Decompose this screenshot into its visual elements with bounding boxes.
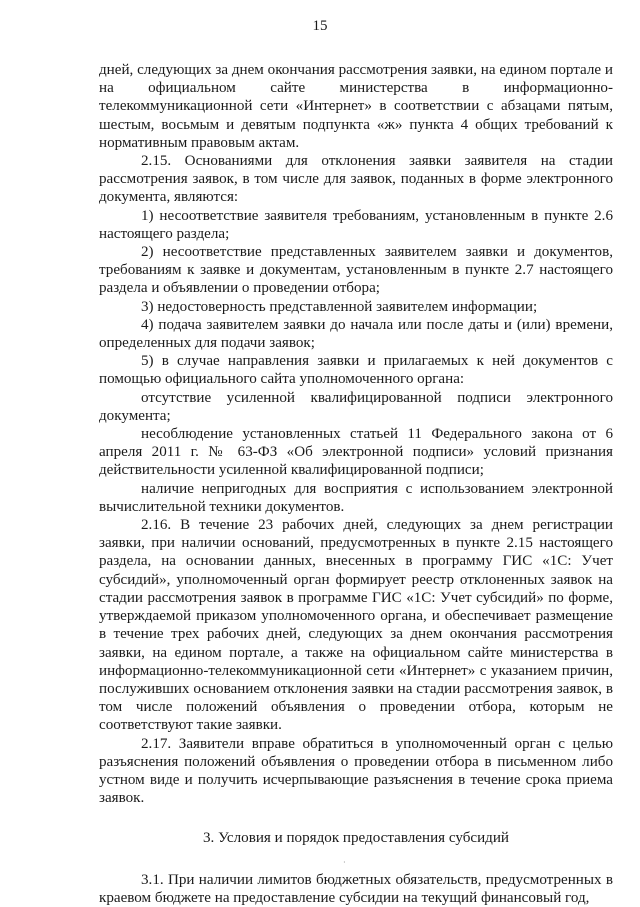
document-body	[99, 61, 613, 907]
paragraph-2-16: 2.16. В течение 23 рабочих дней, следующих за днем регистрации заявки, при наличии оснований, предусмотренных в пункте 2.15 настоящего раздела, на основании данных, внесенных в программу ГИС «1С: Учет субсидий», уполномоченный орган формирует реестр отклоненных заявок на стадии рассмотрения заявок в программе ГИС «1С: Учет субсидий» по форме, утверждаемой приказом уполномоченного органа, и обеспечивает размещение в течение трех рабочих дней, следующих за днем окончания рассмотрения заявки, на едином портале, а также на официальном сайте министерства в информационно-телекоммуникационной сети «Интернет» с указанием причин, послуживших основанием отклонения заявки на стадии рассмотрения заявок, в том числе положений объявления о проведении отбора, которым не соответствуют такие заявки.	[99, 517, 613, 734]
paragraph-2-17: 2.17. Заявители вправе обратиться в уполномоченный орган с целью разъяснения положений объявления о проведении отбора в письменном либо устном виде и получить исчерпывающие разъяснения в течение срока приема заявок.	[99, 735, 613, 807]
scan-mark: ·	[343, 858, 346, 867]
list-item-5: 5) в случае направления заявки и прилагаемых к ней документов с помощью официального сайта уполномоченного органа:	[99, 353, 613, 388]
list-item-2: 2) несоответствие представленных заявителем заявки и документов, требованиям к заявке и документам, установленным в пункте 2.7 настоящего раздела и объявлении о проведении отбора;	[99, 244, 613, 297]
sub-item-law-noncompliance: несоблюдение установленных статьей 11 Федерального закона от 6 апреля 2011 г. № 63-ФЗ «Об электронной подписи» условий признания действительности усиленной квалифицированной подписи;	[99, 426, 613, 479]
list-item-4: 4) подача заявителем заявки до начала или после даты и (или) времени, определенных для подачи заявок;	[99, 316, 613, 352]
section-heading: 3. Условия и порядок предоставления субсидий	[202, 830, 510, 847]
paragraph-3-1: 3.1. При наличии лимитов бюджетных обязательств, предусмотренных в краевом бюджете на предоставление субсидии на текущий финансовый год,	[99, 871, 613, 906]
list-item-3: 3) недостоверность представленной заявителем информации;	[141, 298, 538, 315]
paragraph-continuation: дней, следующих за днем окончания рассмотрения заявки, на едином портале и на официальном сайте министерства в информационно-телекоммуникационной сети «Интернет» в соответствии с абзацами пятым, шестым, восьмым и девятым подпункта «ж» пункта 4 общих требований к нормативным правовым актам.	[99, 62, 613, 151]
page-number: 15	[312, 18, 328, 34]
paragraph-2-15: 2.15. Основаниями для отклонения заявки заявителя на стадии рассмотрения заявок, в том числе для заявок, поданных в форме электронного документа, являются:	[99, 153, 613, 206]
list-item-1: 1) несоответствие заявителя требованиям, установленным в пункте 2.6 настоящего раздела;	[99, 207, 613, 242]
sub-item-unreadable-documents: наличие непригодных для восприятия с использованием электронной вычислительной техники документов.	[99, 480, 613, 515]
sub-item-signature-missing: отсутствие усиленной квалифицированной подписи электронного документа;	[99, 389, 613, 424]
